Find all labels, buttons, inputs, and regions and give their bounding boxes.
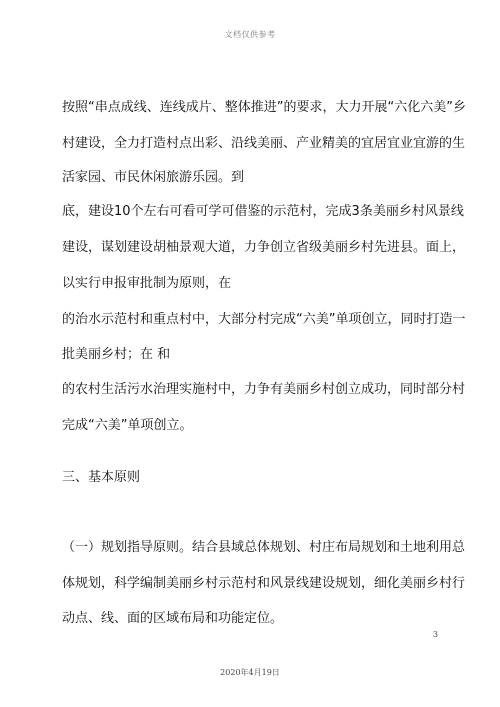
text-line: 批美丽乡村；在 和 [62, 347, 171, 362]
text-line: 完成“六美”单项创立。 [62, 418, 193, 433]
text-line: 按照“串点成线、连线成片、整体推进”的要求，大力开展“六化六美”乡 [62, 100, 466, 115]
text-line: 活家园、市民休闲旅游乐园。到 [62, 170, 245, 185]
text-line: 以实行申报审批制为原则，在 [62, 276, 232, 291]
text-line: 底，建设10个左右可看可学可借鉴的示范村，完成3条美丽乡村风景线 [62, 204, 464, 219]
text-line: （一）规划指导原则。结合县域总体规划、村庄布局规划和土地利用总 [62, 540, 466, 555]
footer-date: 2020年4月19日 [220, 668, 280, 677]
text-line: 动点、线、面的区域布局和功能定位。 [62, 611, 284, 626]
text-line: 的治水示范村和重点村中，大部分村完成“六美”单项创立，同时打造一 [62, 312, 466, 327]
page-number: 3 [432, 630, 438, 639]
text-line: 体规划，科学编制美丽乡村示范村和风景线建设规划，细化美丽乡村行 [62, 576, 466, 591]
text-line: 村建设，全力打造村点出彩、沿线美丽、产业精美的宜居宜业宜游的生 [62, 136, 466, 151]
section-heading: 三、基本原则 [62, 470, 141, 485]
text-line: 的农村生活污水治理实施村中，力争有美丽乡村创立成功，同时部分村 [62, 382, 466, 397]
header-note: 文档仅供参考 [224, 30, 276, 39]
text-line: 建设，谋划建设胡柚景观大道，力争创立省级美丽乡村先进县。面上， [62, 240, 466, 255]
